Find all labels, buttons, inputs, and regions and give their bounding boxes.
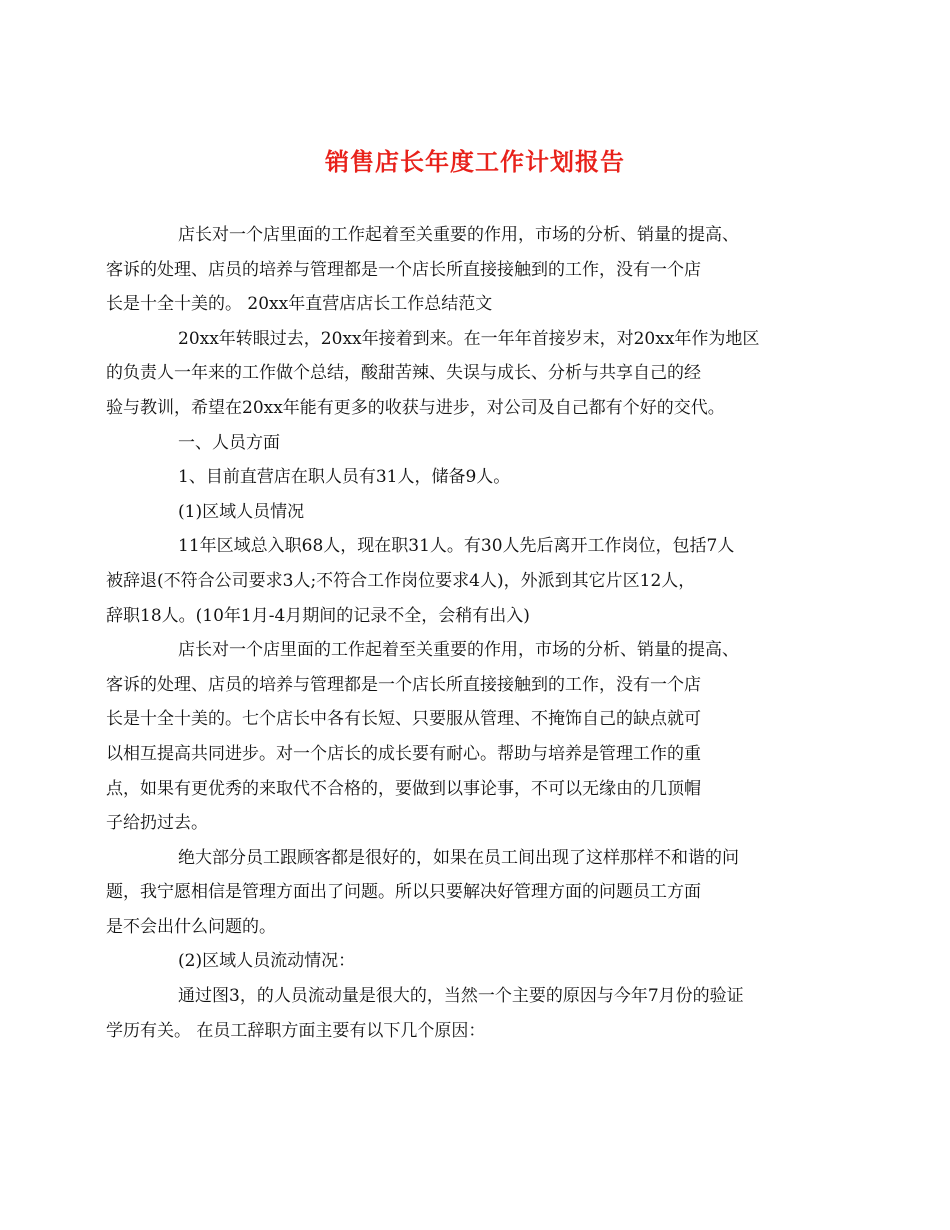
text-line: 的负责人一年来的工作做个总结，酸甜苦辣、失误与成长、分析与共享自己的经	[106, 363, 701, 384]
paragraph	[106, 529, 814, 633]
text-line: 是不会出什么问题的。	[106, 916, 276, 937]
text-line: 被辞退(不符合公司要求3人;不符合工作岗位要求4人)，外派到其它片区12人，	[106, 570, 696, 591]
paragraph	[142, 460, 814, 495]
text-line: 长是十全十美的。 20xx年直营店店长工作总结范文	[106, 294, 493, 315]
section-heading	[142, 426, 814, 461]
text-line: 以相互提高共同进步。对一个店长的成长要有耐心。帮助与培养是管理工作的重	[106, 743, 701, 764]
text-line: 长是十全十美的。七个店长中各有长短、只要服从管理、不掩饰自己的缺点就可	[106, 709, 701, 730]
paragraph	[106, 218, 814, 322]
text-line: 客诉的处理、店员的培养与管理都是一个店长所直接接触到的工作，没有一个店	[106, 674, 701, 695]
text-line: (1)区域人员情况	[178, 501, 305, 522]
text-line: 1、目前直营店在职人员有31人，储备9人。	[178, 467, 511, 488]
text-line: 点，如果有更优秀的来取代不合格的，要做到以事论事，不可以无缘由的几顶帽	[106, 778, 701, 799]
text-line: 客诉的处理、店员的培养与管理都是一个店长所直接接触到的工作，没有一个店	[106, 259, 701, 280]
text-line: 店长对一个店里面的工作起着至关重要的作用，市场的分析、销量的提高、	[178, 225, 739, 245]
subsection-heading	[142, 944, 814, 979]
paragraph	[106, 979, 814, 1048]
paragraph	[106, 841, 814, 945]
text-line: 验与教训，希望在20xx年能有更多的收获与进步，对公司及自己都有个好的交代。	[106, 397, 725, 418]
text-line: 绝大部分员工跟顾客都是很好的，如果在员工间出现了这样那样不和谐的问	[178, 847, 739, 868]
text-line: 学历有关。 在员工辞职方面主要有以下几个原因：	[106, 1020, 486, 1041]
document-body	[106, 218, 814, 1048]
text-line: 辞职18人。(10年1月-4月期间的记录不全，会稍有出入)	[106, 605, 530, 626]
document-title: 销售店长年度工作计划报告	[325, 147, 625, 176]
text-line: 通过图3，的人员流动量是很大的，当然一个主要的原因与今年7月份的验证	[178, 986, 744, 1007]
text-line: 题，我宁愿相信是管理方面出了问题。所以只要解决好管理方面的问题员工方面	[106, 882, 701, 903]
text-line: (2)区域人员流动情况：	[178, 951, 356, 972]
text-line: 11年区域总入职68人，现在职31人。有30人先后离开工作岗位，包括7人	[178, 536, 735, 557]
text-line: 子给扔过去。	[106, 813, 208, 834]
paragraph	[106, 633, 814, 841]
text-line: 店长对一个店里面的工作起着至关重要的作用，市场的分析、销量的提高、	[178, 640, 739, 661]
subsection-heading	[142, 495, 814, 530]
text-line: 一、人员方面	[178, 432, 280, 453]
text-line: 20xx年转眼过去，20xx年接着到来。在一年年首接岁末，对20xx年作为地区	[178, 328, 760, 349]
paragraph	[106, 322, 814, 426]
